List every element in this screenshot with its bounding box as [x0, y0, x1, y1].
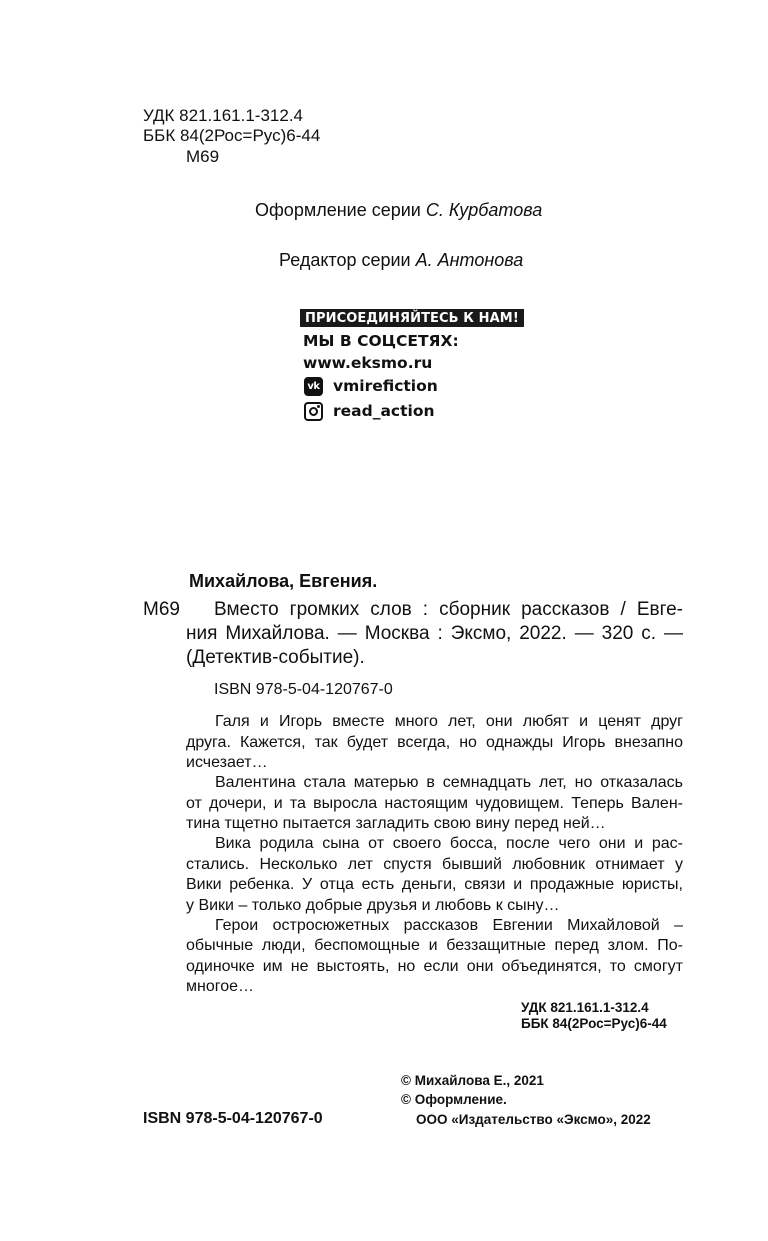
instagram-icon-dot	[317, 405, 320, 408]
social-networks-label: МЫ В СОЦСЕТЯХ:	[303, 332, 459, 350]
vk-icon: vk	[304, 377, 323, 396]
bib-line-3: (Детектив-событие).	[186, 647, 365, 668]
bbk-code: ББК 84(2Рос=Рус)6-44	[143, 126, 321, 145]
annotation-line: от дочери, и та выросла настоящим чудовищем. Теперь Вален-	[186, 795, 683, 812]
annotation-line: Герои остросюжетных рассказов Евгении Михайловой –	[215, 917, 683, 934]
series-design-credit	[255, 199, 542, 221]
instagram-icon	[304, 402, 323, 421]
instagram-handle[interactable]: read_action	[333, 402, 435, 420]
annotation-line: тина тщетно пытается загладить свою вину перед ней…	[186, 815, 606, 832]
footer-isbn: ISBN 978-5-04-120767-0	[143, 1110, 323, 1127]
bib-isbn: ISBN 978-5-04-120767-0	[214, 681, 393, 698]
annotation-line: у Вики – только добрые друзья и любовь к сыну…	[186, 897, 560, 914]
udk-code: УДК 821.161.1-312.4	[143, 106, 304, 125]
annotation-line: одиночке им не выстоять, но если они объединятся, то смогут	[186, 958, 683, 975]
series-design-name: С. Курбатова	[425, 200, 543, 220]
series-editor-name: А. Антонова	[415, 250, 524, 270]
annotation-line: Вика родила сына от своего босса, после чего они и рас-	[215, 835, 683, 852]
annotation-line: исчезает…	[186, 754, 268, 771]
website-link[interactable]: www.eksmo.ru	[303, 354, 433, 372]
bib-line-2: ния Михайлова. — Москва : Эксмо, 2022. — 320 с. —	[186, 623, 683, 644]
bib-mark: М69	[143, 599, 180, 620]
publisher: ООО «Издательство «Эксмо», 2022	[416, 1112, 651, 1127]
copyright-design: © Оформление.	[401, 1092, 507, 1107]
class-bbk: ББК 84(2Рос=Рус)6-44	[521, 1016, 667, 1031]
annotation-line: Валентина стала матерью в семнадцать лет, но отказалась	[215, 774, 683, 791]
annotation-line: друга. Кажется, так будет всегда, но однажды Игорь внезапно	[186, 734, 683, 751]
vk-handle[interactable]: vmirefiction	[333, 377, 438, 395]
annotation-line: обычные люди, беспомощные и беззащитные перед злом. По-	[186, 937, 683, 954]
annotation-line: Вики ребенка. У отца есть деньги, связи и продажные юристы,	[186, 876, 683, 893]
series-editor-credit	[279, 249, 523, 271]
annotation-line: стались. Несколько лет спустя бывший любовник отнимает у	[186, 856, 683, 873]
author-mark: М69	[186, 147, 220, 166]
annotation-line: Галя и Игорь вместе много лет, они любят и ценят друг	[215, 713, 683, 730]
social-block	[300, 309, 524, 327]
series-editor-label: Редактор серии	[279, 250, 411, 270]
join-us-badge: ПРИСОЕДИНЯЙТЕСЬ К НАМ!	[300, 309, 524, 327]
author-heading: Михайлова, Евгения.	[189, 571, 378, 591]
bib-line-1: Вместо громких слов : сборник рассказов / Евге-	[214, 599, 683, 620]
annotation-line: многое…	[186, 978, 255, 995]
instagram-icon-lens	[309, 407, 318, 416]
copyright-author: © Михайлова Е., 2021	[401, 1073, 544, 1088]
class-udk: УДК 821.161.1-312.4	[521, 1000, 649, 1015]
series-design-label: Оформление серии	[255, 200, 421, 220]
